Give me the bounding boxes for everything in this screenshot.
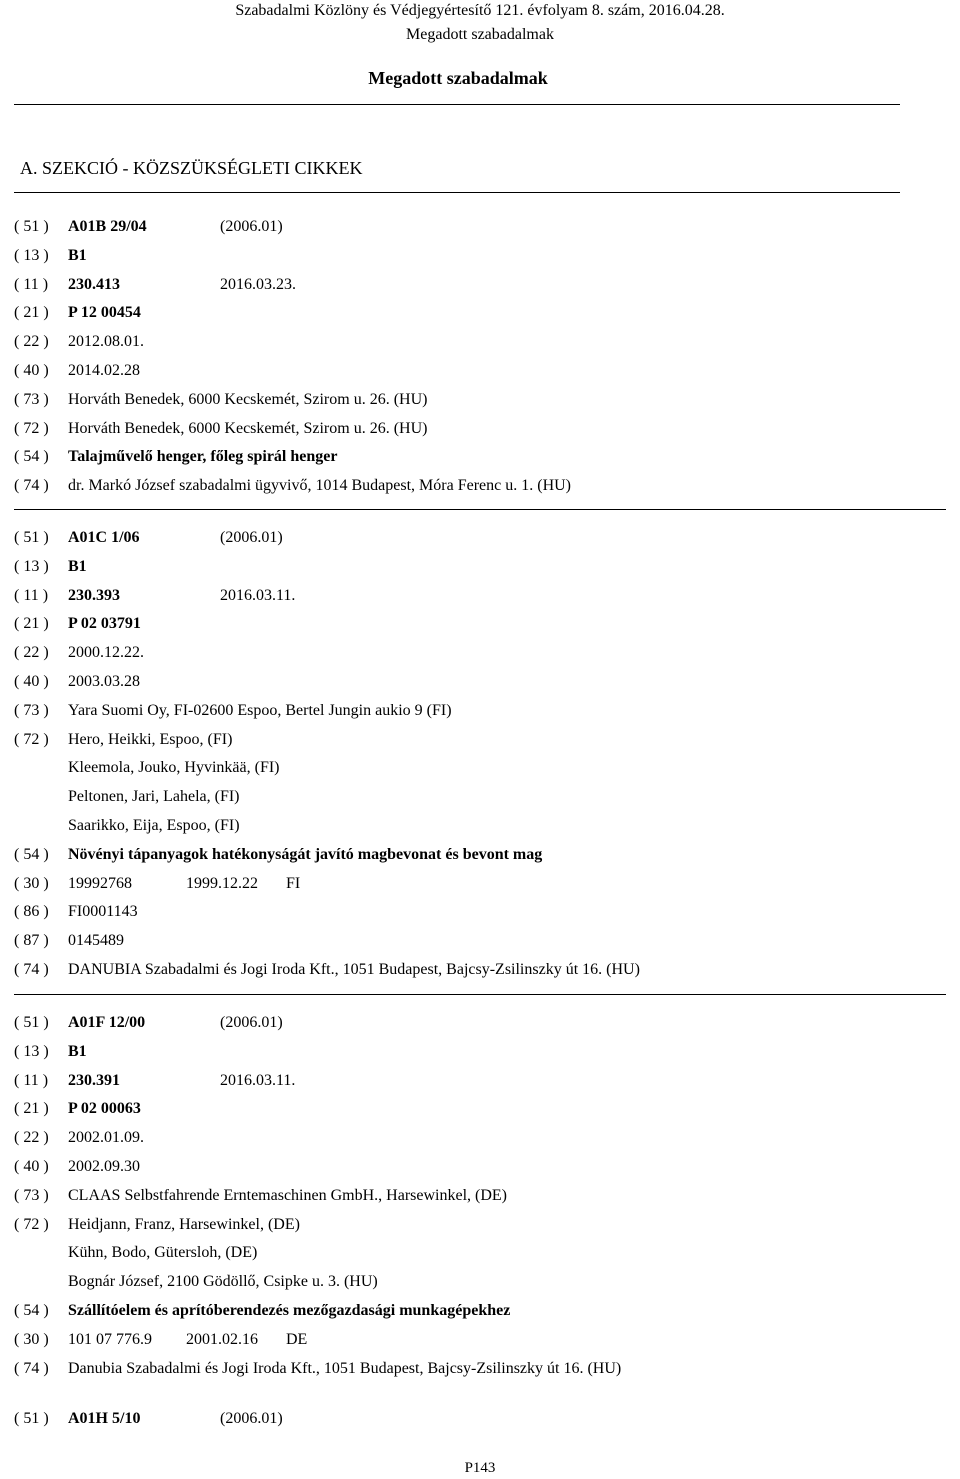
inid-code: ( 73 ) — [14, 1186, 49, 1204]
inid-code: ( 11 ) — [14, 1071, 49, 1089]
field-secondary-value: (2006.01) — [220, 529, 283, 546]
field-secondary-value: (2006.01) — [220, 1014, 283, 1031]
inid-code: ( 54 ) — [14, 448, 49, 466]
field-value: Peltonen, Jari, Lahela, (FI) — [68, 788, 240, 806]
inid-code: ( 22 ) — [14, 333, 49, 351]
field-value: 0145489 — [68, 932, 124, 950]
field-secondary-value: (2006.01) — [220, 1410, 283, 1427]
field-value: P 12 00454 — [68, 304, 141, 322]
field-value: 2002.09.30 — [68, 1158, 140, 1175]
field-value: Horváth Benedek, 6000 Kecskemét, Szirom u. 26. (HU) — [68, 390, 428, 408]
field-value: B1 — [68, 1042, 87, 1060]
field-value: 2014.02.28 — [68, 362, 140, 379]
inid-code: ( 74 ) — [14, 961, 49, 978]
field-value: A01C 1/06 — [68, 529, 140, 546]
field-secondary-value: 2001.02.16 — [186, 1330, 258, 1348]
inid-code: ( 87 ) — [14, 932, 49, 950]
field-country: DE — [286, 1330, 308, 1348]
field-value: Yara Suomi Oy, FI-02600 Espoo, Bertel Jungin aukio 9 (FI) — [68, 701, 452, 719]
running-header-line2: Megadott szabadalmak — [406, 26, 554, 43]
inid-code: ( 40 ) — [14, 1158, 49, 1175]
field-value: FI0001143 — [68, 903, 138, 921]
page-title: Megadott szabadalmak — [368, 68, 548, 88]
field-value: DANUBIA Szabadalmi és Jogi Iroda Kft., 1051 Budapest, Bajcsy-Zsilinszky út 16. (HU) — [68, 961, 640, 978]
field-value: A01H 5/10 — [68, 1410, 141, 1427]
field-value: 2012.08.01. — [68, 333, 144, 351]
field-value: B1 — [68, 557, 87, 575]
inid-code: ( 11 ) — [14, 275, 49, 293]
field-value: 2002.01.09. — [68, 1129, 144, 1147]
inid-code: ( 51 ) — [14, 529, 49, 546]
field-value: 2003.03.28 — [68, 673, 140, 690]
field-value: Horváth Benedek, 6000 Kecskemét, Szirom u. 26. (HU) — [68, 419, 428, 437]
inid-code: ( 73 ) — [14, 390, 49, 408]
field-value: A01F 12/00 — [68, 1014, 146, 1031]
inid-code: ( 13 ) — [14, 1042, 49, 1060]
running-header-line1: Szabadalmi Közlöny és Védjegyértesítő 121. évfolyam 8. szám, 2016.04.28. — [235, 2, 725, 19]
inid-code: ( 30 ) — [14, 1330, 49, 1348]
field-value: Saarikko, Eija, Espoo, (FI) — [68, 817, 240, 834]
inid-code: ( 13 ) — [14, 246, 49, 264]
field-secondary-value: 2016.03.11. — [220, 1071, 296, 1089]
field-value: Danubia Szabadalmi és Jogi Iroda Kft., 1051 Budapest, Bajcsy-Zsilinszky út 16. (HU) — [68, 1359, 622, 1377]
inid-code: ( 11 ) — [14, 586, 49, 604]
field-value: B1 — [68, 246, 87, 264]
field-value: 2000.12.22. — [68, 644, 144, 662]
field-secondary-value: 1999.12.22 — [186, 874, 258, 892]
entry-divider — [14, 994, 946, 995]
field-value: 19992768 — [68, 874, 132, 892]
field-value: P 02 03791 — [68, 615, 141, 633]
inid-code: ( 72 ) — [14, 419, 49, 437]
inid-code: ( 54 ) — [14, 1302, 49, 1319]
inid-code: ( 40 ) — [14, 362, 49, 379]
field-secondary-value: 2016.03.23. — [220, 275, 296, 293]
entry-divider — [14, 509, 946, 510]
inid-code: ( 54 ) — [14, 845, 49, 863]
field-value: 230.391 — [68, 1071, 120, 1089]
inid-code: ( 72 ) — [14, 1215, 49, 1233]
field-value: Heidjann, Franz, Harsewinkel, (DE) — [68, 1215, 300, 1233]
field-value: Növényi tápanyagok hatékonyságát javító magbevonat és bevont mag — [68, 845, 543, 863]
inid-code: ( 13 ) — [14, 557, 49, 575]
title-divider — [14, 104, 900, 105]
inid-code: ( 51 ) — [14, 1014, 49, 1031]
field-value: Bognár József, 2100 Gödöllő, Csipke u. 3. (HU) — [68, 1273, 378, 1291]
field-value: P 02 00063 — [68, 1100, 141, 1118]
inid-code: ( 86 ) — [14, 903, 49, 921]
inid-code: ( 21 ) — [14, 615, 49, 633]
field-value: Kühn, Bodo, Gütersloh, (DE) — [68, 1244, 258, 1262]
section-heading: A. SZEKCIÓ - KÖZSZÜKSÉGLETI CIKKEK — [20, 158, 363, 178]
inid-code: ( 40 ) — [14, 673, 49, 690]
field-value: CLAAS Selbstfahrende Erntemaschinen GmbH., Harsewinkel, (DE) — [68, 1186, 507, 1204]
field-value: dr. Markó József szabadalmi ügyvivő, 1014 Budapest, Móra Ferenc u. 1. (HU) — [68, 477, 571, 495]
field-value: 230.413 — [68, 275, 120, 293]
field-value: Kleemola, Jouko, Hyvinkää, (FI) — [68, 759, 280, 777]
inid-code: ( 30 ) — [14, 874, 49, 892]
inid-code: ( 74 ) — [14, 477, 49, 495]
inid-code: ( 51 ) — [14, 1410, 49, 1427]
inid-code: ( 51 ) — [14, 218, 49, 235]
field-secondary-value: (2006.01) — [220, 218, 283, 235]
inid-code: ( 74 ) — [14, 1359, 49, 1377]
inid-code: ( 22 ) — [14, 644, 49, 662]
section-divider — [14, 192, 900, 193]
page-number: P143 — [464, 1460, 496, 1476]
field-secondary-value: 2016.03.11. — [220, 586, 296, 604]
inid-code: ( 72 ) — [14, 730, 49, 748]
inid-code: ( 22 ) — [14, 1129, 49, 1147]
field-value: 101 07 776.9 — [68, 1330, 152, 1348]
inid-code: ( 21 ) — [14, 1100, 49, 1118]
field-value: A01B 29/04 — [68, 218, 147, 235]
field-value: Hero, Heikki, Espoo, (FI) — [68, 730, 233, 748]
field-country: FI — [286, 874, 301, 892]
field-value: Szállítóelem és aprítóberendezés mezőgazdasági munkagépekhez — [68, 1302, 511, 1319]
field-value: 230.393 — [68, 586, 120, 604]
field-value: Talajművelő henger, főleg spirál henger — [68, 448, 338, 466]
inid-code: ( 21 ) — [14, 304, 49, 322]
inid-code: ( 73 ) — [14, 701, 49, 719]
